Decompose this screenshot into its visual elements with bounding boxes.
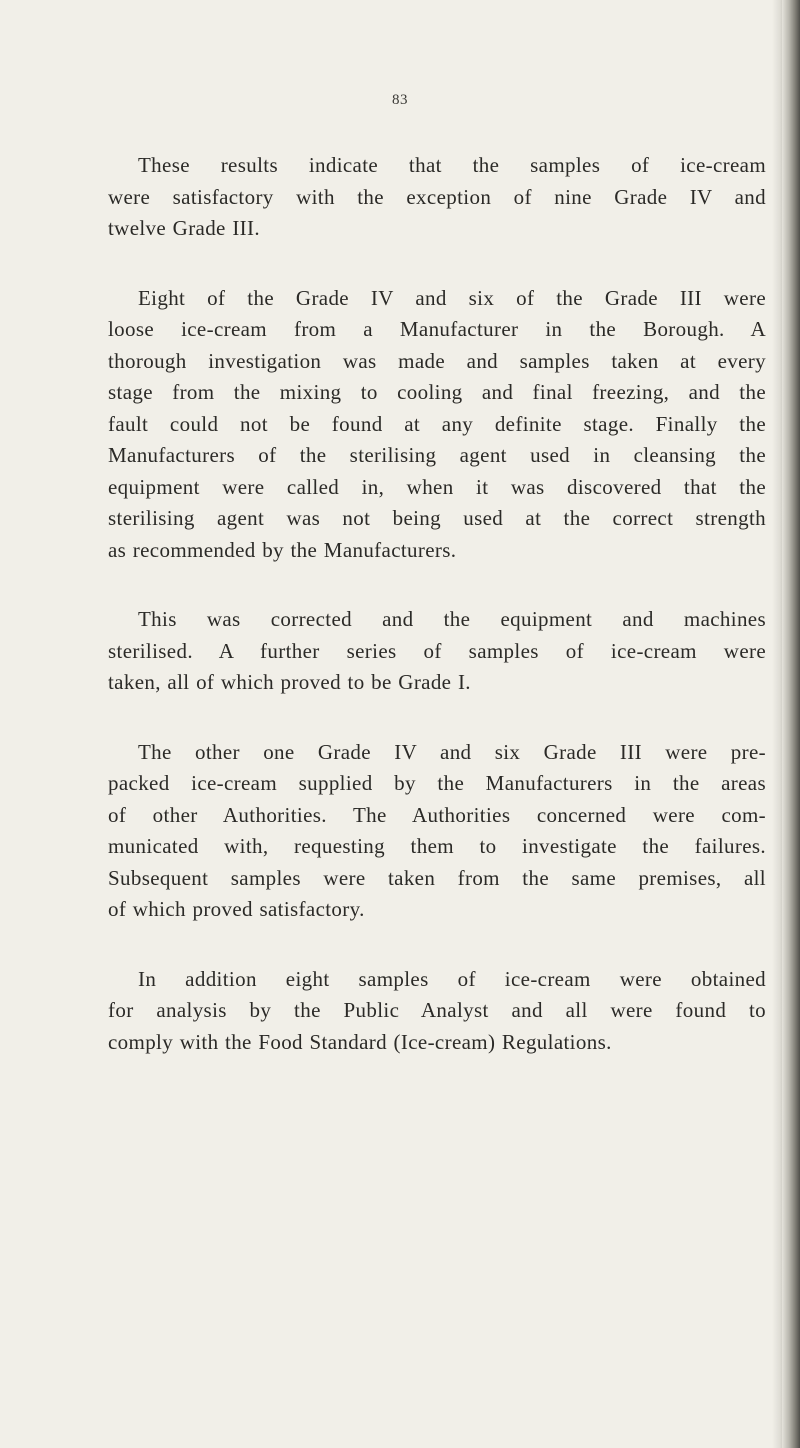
text-line: This was corrected and the equipment and machines <box>138 607 766 631</box>
text-line: Eight of the Grade IV and six of the Grade III were <box>138 285 766 310</box>
text-line: were satisfactory with the exception of nine Grade IV and <box>108 184 766 209</box>
text-line: loose ice-cream from a Manufacturer in the Borough. A <box>108 317 766 341</box>
text-line: Subsequent samples were taken from the same premises, all <box>108 865 766 890</box>
binding-edge <box>780 0 800 1448</box>
text-line: comply with the Food Standard (Ice-cream) Regulations. <box>108 1029 612 1054</box>
text-line: of other Authorities. The Authorities concerned were com- <box>108 802 766 827</box>
paragraph-results <box>108 150 766 245</box>
text-line: The other one Grade IV and six Grade III were pre- <box>138 739 766 764</box>
text-line: municated with, requesting them to investigate the failures. <box>108 834 766 858</box>
paragraph-investigation <box>108 283 766 567</box>
text-line: packed ice-cream supplied by the Manufacturers in the areas <box>108 771 766 795</box>
text-line: In addition eight samples of ice-cream were obtained <box>138 966 766 991</box>
text-line: sterilised. A further series of samples of ice-cream were <box>108 638 766 663</box>
text-line: fault could not be found at any definite stage. Finally the <box>108 411 766 436</box>
text-line: of which proved satisfactory. <box>108 897 365 921</box>
text-line: for analysis by the Public Analyst and all were found to <box>108 998 766 1022</box>
text-line: Manufacturers of the sterilising agent used in cleansing the <box>108 443 766 467</box>
page-number: 83 <box>392 92 408 108</box>
text-line: twelve Grade III. <box>108 216 260 240</box>
body-text <box>108 150 766 1096</box>
text-line: These results indicate that the samples of ice-cream <box>138 153 766 177</box>
text-line: thorough investigation was made and samples taken at every <box>108 348 766 373</box>
text-line: equipment were called in, when it was discovered that the <box>108 474 766 499</box>
text-line: stage from the mixing to cooling and final freezing, and the <box>108 380 766 404</box>
paragraph-analysis <box>108 964 766 1059</box>
text-line: taken, all of which proved to be Grade I. <box>108 670 471 694</box>
text-line: sterilising agent was not being used at the correct strength <box>108 506 766 530</box>
text-line: as recommended by the Manufacturers. <box>108 537 457 562</box>
paragraph-corrected <box>108 604 766 699</box>
paragraph-prepacked <box>108 737 766 926</box>
